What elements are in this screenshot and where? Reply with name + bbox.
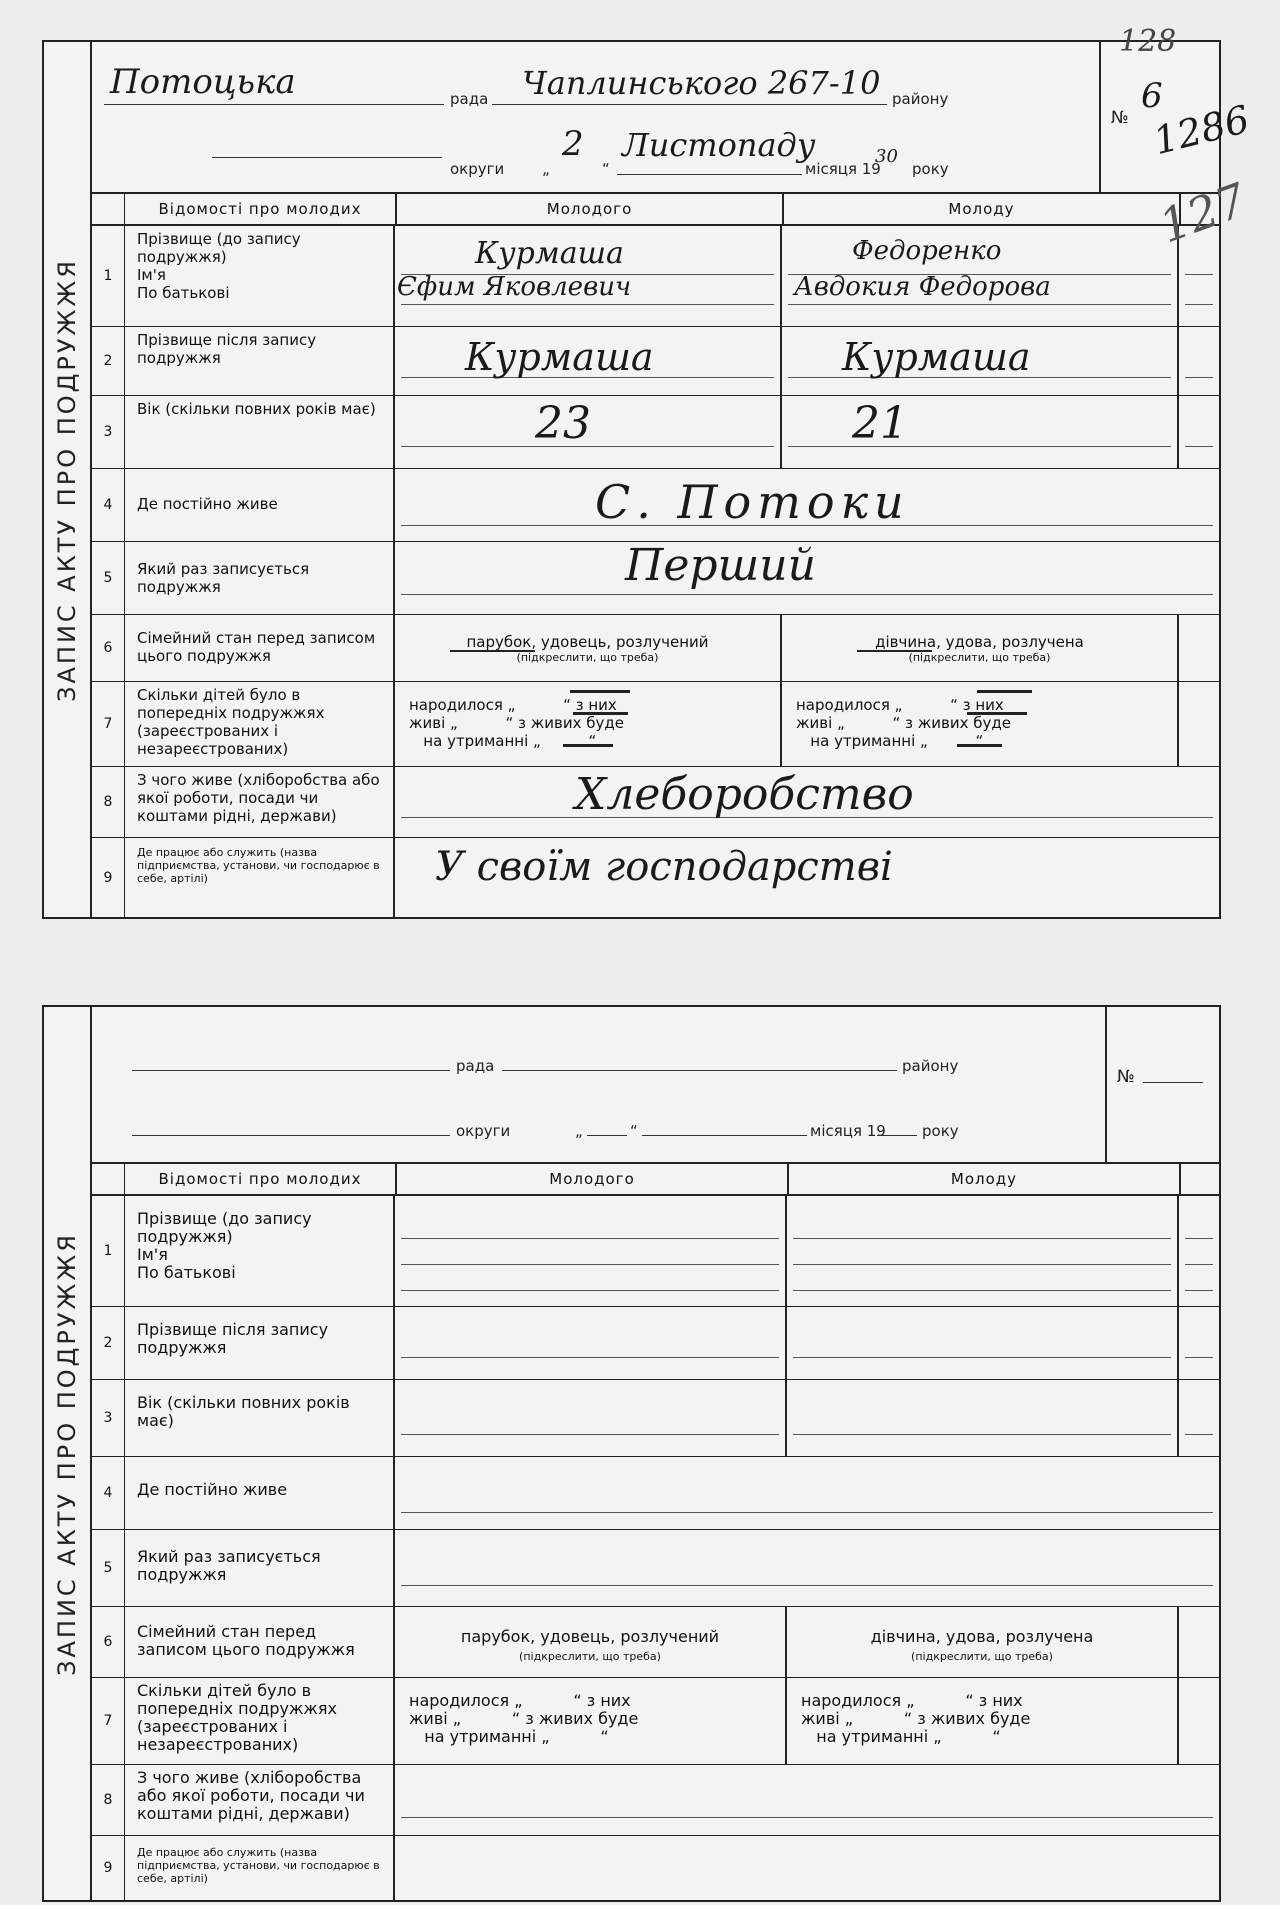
number-label: № [1117,1067,1135,1087]
raion-label: району [902,1057,959,1075]
form-side-title [44,42,92,917]
number-label: № [1111,108,1129,128]
row-number: 8 [92,1765,125,1835]
bride-header: Молоду [789,1164,1181,1194]
raion-value: Чаплинського 267-10 [522,64,881,102]
row-number: 5 [92,542,125,614]
form-title: ЗАПИС АКТУ ПРО ПОДРУЖЖЯ [53,1231,81,1676]
bride-children: народилося „ “ з них живі „ “ з живих буде на утриманні „ “ [796,696,1011,750]
groom-marital-options: парубок, удовець, розлучений [460,1627,720,1646]
marriage-record-form-2: ЗАПИС АКТУ ПРО ПОДРУЖЖЯ рада району округи „ “ місяця 19 року № Відомості про молодих Молодого Молоду 1 Прізвище (до запису подружжя) Ім'я По батькові 2 Прізвище після запису подружжя 3 Вік (скільки повних років має) 4 Де постійно живе 5 Який раз записується подружжя 6 Сімейний стан перед записом цього подружжя парубок, удовець, розлучений (підкреслити, що треба) дівчина, удова, розлучена (підкреслити, що треба) 7 Скільки дітей було в попередніх подружжях (зареєстрованих і незареєстрованих) народилося „ “ з них живі „ “ з живих буде на утриманні „ “ народилося „ “ з них живі „ “ з живих буде на утриманні „ “ 8 З чого живе (хліборобства або якої роботи, посади чи коштами рідні, держави) 9 Де працює або служить (назва підприємства, установи, чи господарює в себе, артілі) [42,1005,1221,1902]
row-label: З чого живе (хліборобства або якої роботи, посади чи коштами рідні, держави) [125,767,395,837]
row-times [92,542,1219,615]
rada-label: рада [456,1057,495,1075]
row-label: Де постійно живе [125,469,395,541]
groom-children: народилося „ “ з них живі „ “ з живих буде на утриманні „ “ [409,696,624,750]
row-number: 1 [92,1196,125,1306]
day-value: 2 [562,124,584,164]
row-number: 8 [92,767,125,837]
groom-age: 23 [535,398,591,449]
row-number: 5 [92,1530,125,1606]
row-number: 1 [92,226,125,326]
okruhy-label: округи [456,1122,511,1140]
groom-header: Молодого [397,194,784,224]
bride-marital-options: дівчина, удова, розлучена [870,1627,1094,1646]
bride-surname-after: Курмаша [842,335,1031,379]
rada-value: Потоцька [110,62,296,102]
residence-value: С. Потоки [595,475,910,529]
bride-marital-hint: (підкреслити, що треба) [911,1650,1053,1663]
bride-marital-hint: (підкреслити, що треба) [908,651,1051,664]
archive-note: 1286 [1149,96,1254,164]
marriage-record-form-1: ЗАПИС АКТУ ПРО ПОДРУЖЖЯ Потоцька рада Чаплинського 267-10 району округи „ 2 “ Листопаду місяця 19 30 року № 6 1286 128 Відомості про молодих Молодого Молоду 1 Прізвище (до запису подружжя) Ім'я По батькові Курмаша Єфим Яковлевич Федоренко Авдокия Федорова 127 2 Прізвище після запису подружжя Курмаша Курмаша 3 Вік (скільки повних років має) 23 21 4 Де постійно живе С. Потоки 5 Який раз записується подружжя Перший 6 Сімейний стан перед записом цього подружжя парубок, удовець, розлучений (підкреслити, що треба) дівчина, удова, розлучена (підкреслити, що треба) 7 Скільки дітей було в попередніх подружжях (зареєстрованих і незареєстрованих) народилося „ “ з них живі „ “ з живих буде на утриманні „ “ народилося „ “ з них живі „ “ з живих буде на утриманні „ “ 8 З чого живе (хліборобства або якої роботи, посади чи коштами рідні, держави) Хлеборобство 9 Де працює або служить (назва підприємства, установи, чи господарює в себе, артілі) У своїм господарстві [42,40,1221,919]
groom-marital-hint: (підкреслити, що треба) [516,651,659,664]
row-label: Де працює або служить (назва підприємства, установи, чи господарює в себе, артілі) [125,1836,395,1900]
row-number: 9 [92,1836,125,1900]
row-label: Який раз записується подружжя [125,542,395,614]
livelihood-value: Хлеборобство [575,769,914,820]
row-number: 3 [92,1380,125,1456]
info-header: Відомості про молодих [125,194,397,224]
groom-name: Єфим Яковлевич [397,272,632,302]
bride-surname: Федоренко [852,236,1002,266]
groom-marital-options: парубок, удовець, розлучений [466,633,709,651]
row-livelihood [92,767,1219,838]
row-label: Вік (скільки повних років має) [125,396,395,468]
row-workplace [92,838,1219,917]
row-number: 6 [92,615,125,681]
month-label: місяця 19 [805,160,881,178]
groom-surname-after: Курмаша [465,335,654,379]
month-label: місяця 19 [810,1122,886,1140]
row-label: Прізвище (до запису подружжя) Ім'я По батькові [125,226,395,326]
info-header: Відомості про молодих [125,1164,397,1194]
row-number: 3 [92,396,125,468]
groom-header: Молодого [397,1164,789,1194]
row-marital [92,1607,1219,1678]
row-residence [92,469,1219,542]
form-side-title [44,1007,92,1900]
row-children [92,682,1219,767]
row-children [92,1678,1219,1765]
bride-header: Молоду [784,194,1181,224]
row-label: Прізвище після запису подружжя [125,327,395,395]
month-value: Листопаду [622,126,816,164]
row-age [92,1380,1219,1457]
row-marital [92,615,1219,682]
row-label: Де працює або служить (назва підприємства, установи, чи господарює в себе, артілі) [125,838,395,917]
times-value: Перший [625,540,816,591]
row-residence [92,1457,1219,1530]
number-value: 6 [1141,76,1163,116]
year-label: року [912,160,949,178]
row-number: 4 [92,469,125,541]
row-workplace [92,1836,1219,1900]
bride-age: 21 [852,398,908,449]
raion-label: району [892,90,949,108]
margin-note: 127 [1152,172,1254,254]
row-label: Сімейний стан перед записом цього подружжя [125,615,395,681]
row-number: 6 [92,1607,125,1677]
row-number: 2 [92,327,125,395]
year-suffix: 30 [875,146,898,167]
row-label: Прізвище після запису подружжя [125,1307,395,1379]
row-label: Вік (скільки повних років має) [125,1380,395,1456]
form-title: ЗАПИС АКТУ ПРО ПОДРУЖЖЯ [53,257,81,702]
groom-marital-hint: (підкреслити, що треба) [519,1650,661,1663]
row-label: Скільки дітей було в попередніх подружжях (зареєстрованих і незареєстрованих) [125,682,395,766]
okruhy-label: округи [450,160,505,178]
groom-children: народилося „ “ з них живі „ “ з живих буде на утриманні „ “ [409,1691,639,1746]
row-label: Де постійно живе [125,1457,395,1529]
workplace-value: У своїм господарстві [435,844,893,890]
row-label: Скільки дітей було в попередніх подружжях (зареєстрованих і незареєстрованих) [125,1678,395,1764]
archive-note-2: 128 [1119,24,1177,59]
year-label: року [922,1122,959,1140]
row-label: Який раз записується подружжя [125,1530,395,1606]
bride-name: Авдокия Федорова [794,272,1051,302]
row-number: 7 [92,1678,125,1764]
row-label: З чого живе (хліборобства або якої роботи, посади чи коштами рідні, держави) [125,1765,395,1835]
row-label: Сімейний стан перед записом цього подружжя [125,1607,395,1677]
bride-marital-options: дівчина, удова, розлучена [875,633,1084,651]
row-livelihood [92,1765,1219,1836]
row-surname-after [92,1307,1219,1380]
record-number-box [1105,1007,1219,1162]
rada-label: рада [450,90,489,108]
row-times [92,1530,1219,1607]
row-number: 4 [92,1457,125,1529]
row-names [92,1196,1219,1307]
row-label: Прізвище (до запису подружжя) Ім'я По батькові [125,1196,395,1306]
row-age [92,396,1219,469]
groom-surname: Курмаша [475,236,624,271]
row-number: 7 [92,682,125,766]
row-number: 2 [92,1307,125,1379]
bride-children: народилося „ “ з них живі „ “ з живих буде на утриманні „ “ [801,1691,1031,1746]
row-surname-after [92,327,1219,396]
row-number: 9 [92,838,125,917]
record-number-box [1099,24,1254,192]
